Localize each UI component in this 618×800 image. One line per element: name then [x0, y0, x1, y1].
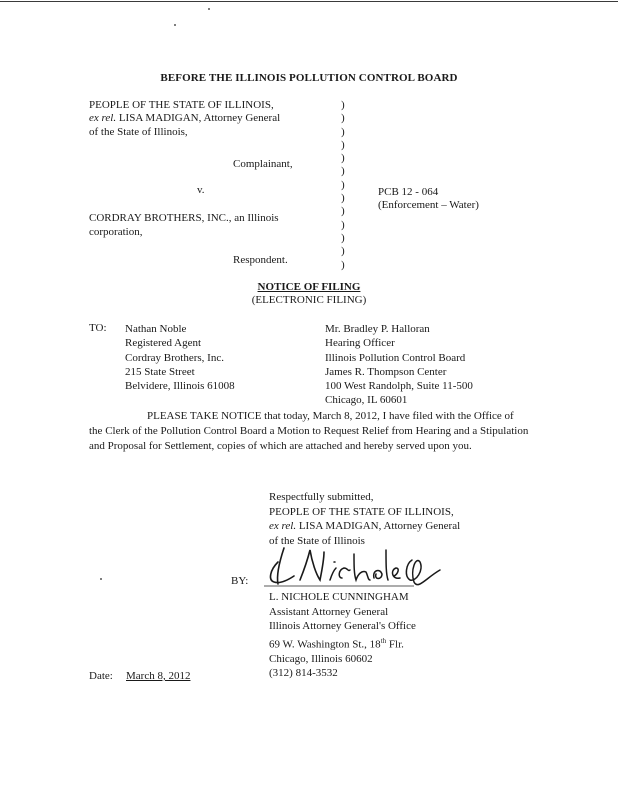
signer-street: [269, 634, 416, 652]
scan-speck: [174, 24, 176, 26]
recipient-right-line: 100 West Randolph, Suite 11-500: [325, 380, 473, 393]
closing-ex-rel: ex rel.: [269, 520, 297, 532]
signature-stroke: [271, 548, 294, 584]
signer-phone: (312) 814-3532: [269, 667, 338, 680]
closing-state: of the State of Illinois: [269, 534, 365, 547]
date-value: March 8, 2012: [126, 670, 191, 682]
scan-speck: [100, 578, 102, 580]
complainant-line-2: [89, 112, 280, 125]
signer-street-sup: th: [380, 636, 387, 645]
signature-stroke: [330, 550, 400, 580]
recipient-right-line: James R. Thompson Center: [325, 365, 447, 378]
recipient-left-line: 215 State Street: [125, 365, 195, 378]
notice-subtitle: (ELECTRONIC FILING): [251, 294, 367, 306]
recipient-right-line: Hearing Officer: [325, 337, 395, 350]
complainant-line-3: of the State of Illinois,: [89, 126, 188, 138]
recipient-left-line: Registered Agent: [125, 337, 202, 350]
recipient-right-line: Chicago, IL 60601: [325, 394, 408, 407]
board-heading: BEFORE THE ILLINOIS POLLUTION CONTROL BOARD: [160, 72, 458, 84]
respondent-line-1: CORDRAY BROTHERS, INC., an Illinois: [89, 212, 279, 224]
notice-title: NOTICE OF FILING: [257, 281, 361, 293]
recipient-right-block: [325, 322, 473, 408]
caption-parentheses: ) ) ) ) ) ) ) ) ) ) ) ) ): [341, 99, 345, 271]
recipient-right-line: Mr. Bradley P. Halloran: [325, 323, 430, 335]
complainant-line-2-text: LISA MADIGAN, Attorney General: [118, 112, 281, 124]
signer-street-floor: Flr.: [386, 638, 404, 651]
ex-rel-label: ex rel.: [89, 112, 117, 124]
respondent-label: Respondent.: [233, 254, 288, 266]
case-type: (Enforcement – Water): [378, 199, 479, 211]
notice-body-paragraph: PLEASE TAKE NOTICE that today, March 8, 2012, I have filed with the Office of the Clerk of the Pollution Control Board a Motion to Request Relief from Hearing and a Stipulation and Proposal for Settlement, copies of which are attached and hereby served upon you.: [89, 410, 529, 452]
to-label: TO:: [89, 322, 107, 334]
signer-street-text: 69 W. Washington St., 18: [269, 638, 381, 651]
closing-respectfully: Respectfully submitted,: [269, 491, 374, 503]
scan-speck: [208, 8, 210, 10]
closing-madigan: LISA MADIGAN, Attorney General: [298, 520, 461, 532]
closing-madigan-line: [269, 519, 460, 534]
signer-city: Chicago, Illinois 60602: [269, 652, 373, 665]
signer-name: L. NICHOLE CUNNINGHAM: [269, 591, 409, 603]
signature-stroke: [406, 560, 440, 585]
handwritten-signature: [264, 540, 444, 592]
recipient-left-line: Nathan Noble: [125, 323, 187, 335]
scan-edge-line: [0, 1, 618, 2]
recipient-left-block: [125, 322, 235, 393]
case-number: PCB 12 - 064: [378, 186, 439, 198]
recipient-left-line: Cordray Brothers, Inc.: [125, 351, 224, 364]
versus-label: v.: [197, 184, 205, 196]
signer-title: Assistant Attorney General: [269, 605, 389, 618]
signer-office: Illinois Attorney General's Office: [269, 620, 416, 632]
signature-stroke: [300, 550, 324, 580]
complainant-line-1: PEOPLE OF THE STATE OF ILLINOIS,: [89, 99, 274, 111]
recipient-right-line: Illinois Pollution Control Board: [325, 351, 466, 364]
by-label: BY:: [231, 575, 249, 587]
complainant-label: Complainant,: [233, 158, 293, 170]
signature-text: L. Nichole C: [264, 540, 270, 541]
closing-people: PEOPLE OF THE STATE OF ILLINOIS,: [269, 505, 454, 518]
signature-block: [269, 590, 416, 681]
date-label: Date:: [89, 670, 113, 682]
recipient-left-line: Belvidere, Illinois 61008: [125, 380, 235, 393]
respondent-line-2: corporation,: [89, 226, 143, 238]
